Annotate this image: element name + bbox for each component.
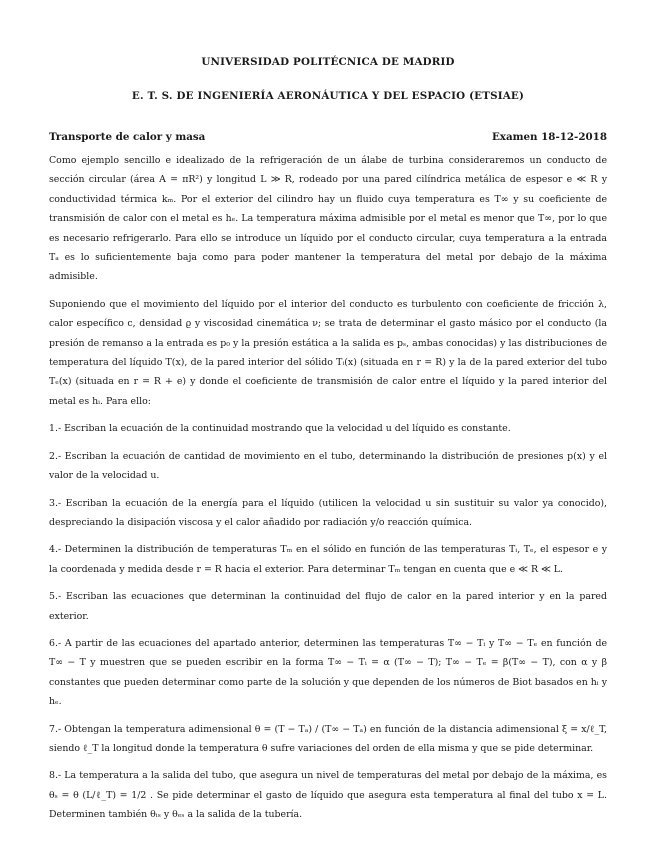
exam-date: Examen 18-12-2018 (491, 131, 607, 143)
course-name: Transporte de calor y masa (49, 131, 206, 143)
school-title: E. T. S. DE INGENIERÍA AERONÁUTICA Y DEL ESPACIO (ETSIAE) (131, 90, 525, 102)
intro-paragraph-1: Como ejemplo sencillo e idealizado de la refrigeración de un álabe de turbina consideraremos un conducto de sección circular (área A = πR²) y longitud L ≫ R, rodeado por una pared cilíndrica metálica de espesor e ≪ R y conductividad térmica kₘ. Por el exterior del cilindro hay un fluido cuya temperatura es T∞ y su coeficiente de transmisión de calor con el metal es hₑ. La temperatura máxima admisible por el metal es menor que T∞, por lo que es necesario refrigerarlo. Para ello se introduce un líquido por el conducto circular, cuya temperatura a la entrada Tₐ es lo suficientemente baja como para poder mantener la temperatura del metal por debajo de la máxima admisible. (49, 155, 607, 283)
question-5: 5.- Escriban las ecuaciones que determinan la continuidad del flujo de calor en la pared interior y en la pared exterior. (49, 591, 607, 622)
question-2: 2.- Escriban la ecuación de cantidad de movimiento en el tubo, determinando la distribución de presiones p(x) y el valor de la velocidad u. (49, 450, 607, 482)
question-8: 8.- La temperatura a la salida del tubo, que asegura un nivel de temperaturas del metal por debajo de la máxima, es θₛ = θ (L/ℓ_T) = 1/2 . Se pide determinar el gasto de líquido que asegura esta temperatura al final del tubo x = L. Determinen también θᵢₛ y θₑₛ a la salida de la tubería. (49, 770, 607, 821)
intro-paragraph-2: Suponiendo que el movimiento del líquido por el interior del conducto es turbulento con coeficiente de fricción λ, calor específico c, densidad ϱ y viscosidad cinemática ν; se trata de determinar el gasto másico por el conducto (la presión de remanso a la entrada es p₀ y la presión estática a la salida es pₛ, ambas conocidas) y las distribuciones de temperatura del líquido T(x), de la pared interior del sólido Tᵢ(x) (situada en r = R) y la de la pared exterior del tubo Tₑ(x) (situada en r = R + e) y donde el coeficiente de transmisión de calor entre el líquido y la pared interior del metal es hᵢ. Para ello: (49, 298, 607, 407)
university-title: UNIVERSIDAD POLITÉCNICA DE MADRID (201, 56, 455, 68)
question-4: 4.- Determinen la distribución de temperaturas Tₘ en el sólido en función de las temperaturas Tᵢ, Tₑ, el espesor e y la coordenada y medida desde r = R hacia el exterior. Para determinar Tₘ tengan en cuenta que e ≪ R ≪ L. (49, 544, 607, 575)
exam-subheader (49, 131, 607, 143)
question-6: 6.- A partir de las ecuaciones del apartado anterior, determinen las temperaturas T∞ − Tᵢ y T∞ − Tₑ en función de T∞ − T y muestren que se pueden escribir en la forma T∞ − Tᵢ = α (T∞ − T); T∞ − Tₑ = β(T∞ − T), con α y β constantes que pueden determinar como parte de la solución y que dependen de los números de Biot basados en hᵢ y hₑ. (49, 637, 607, 708)
question-1: 1.- Escriban la ecuación de la continuidad mostrando que la velocidad u del líquido es constante. (49, 423, 511, 435)
question-3: 3.- Escriban la ecuación de la energía para el líquido (utilicen la velocidad u sin sustituir su valor ya conocido), despreciando la disipación viscosa y el calor añadido por radiación y/o reacción química. (49, 497, 607, 528)
question-7: 7.- Obtengan la temperatura adimensional θ = (T − Tₐ) / (T∞ − Tₐ) en función de la distancia adimensional ξ = x/ℓ_T, siendo ℓ_T la longitud donde la temperatura θ sufre variaciones del orden de ella misma y que se pide determinar. (49, 723, 607, 754)
